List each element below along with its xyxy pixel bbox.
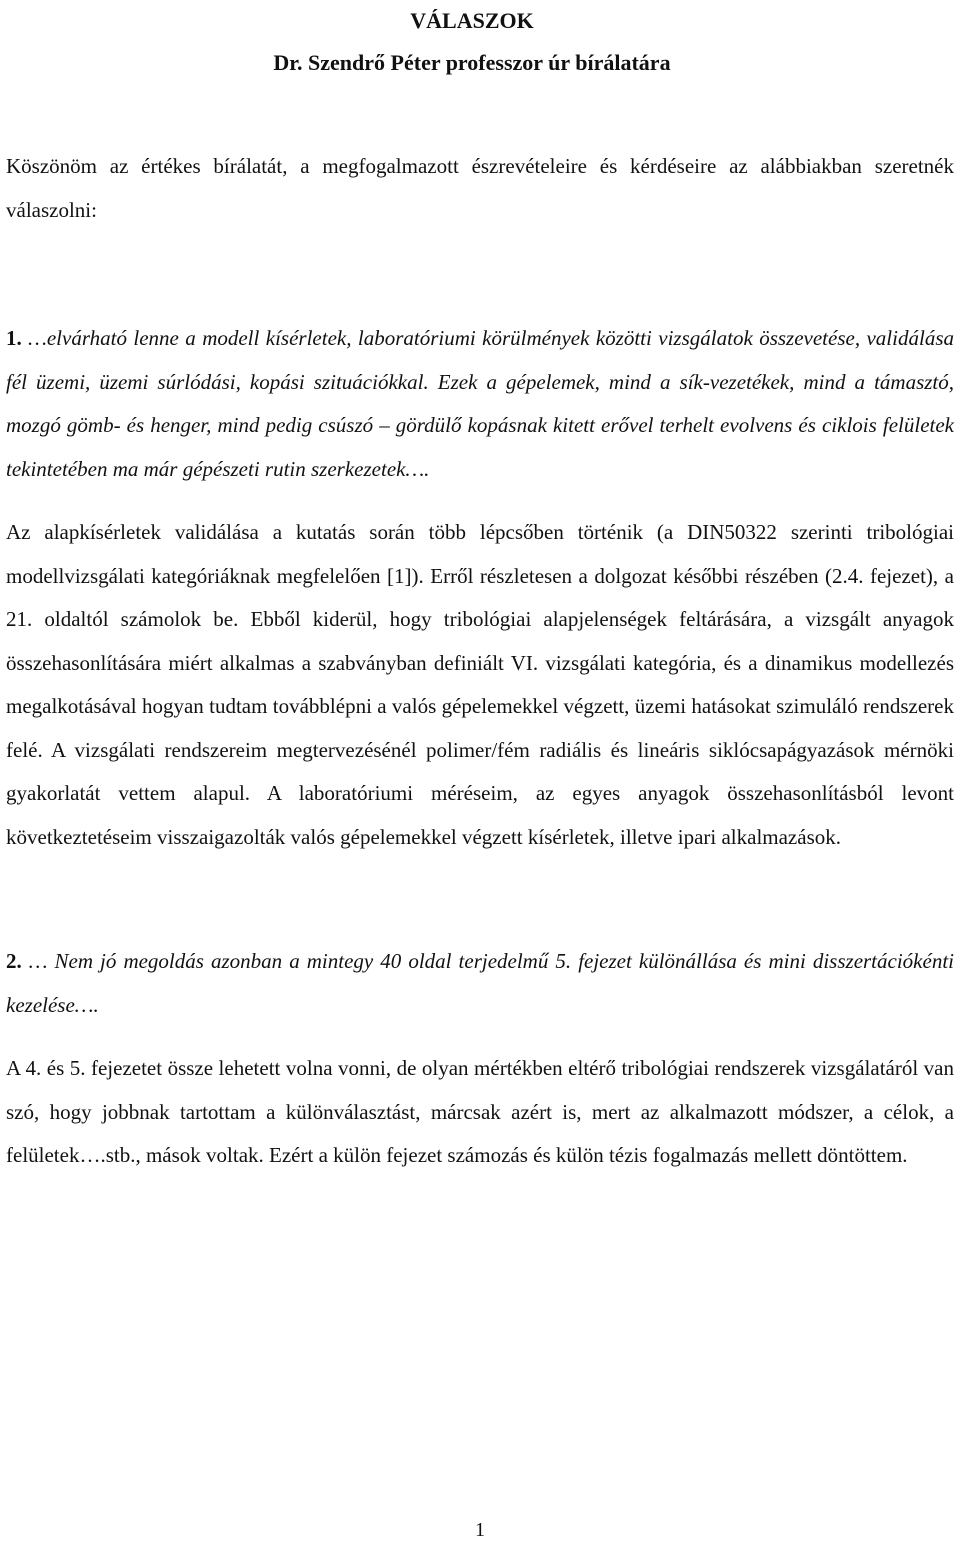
answer-1: Az alapkísérletek validálása a kutatás során több lépcsőben történik (a DIN50322 szerinti tribológiai modellvizsgálati kategóriáknak megfelelően [1]). Erről részletesen a dolgozat későbbi részében (2.4. fejezet), a 21. oldaltól számolok be. Ebből kiderül, hogy tribológiai alapjelenségek feltárására, a vizsgált anyagok összehasonlítására miért alkalmas a szabványban definiált VI. vizsgálati kategória, és a dinamikus modellezés megalkotásával hogyan tudtam továbblépni a valós gépelemekkel végzett, üzemi hatásokat szimuláló rendszerek felé. A vizsgálati rendszereim megtervezésénél polimer/fém radiális és lineáris siklócsapágyazások mérnöki gyakorlatát vettem alapul. A laboratóriumi méréseim, az egyes anyagok összehasonlításból levont következtetéseim visszaigazolták valós gépelemekkel végzett kísérletek, illetve ipari alkalmazások. (6, 520, 954, 849)
header (0, 0, 954, 84)
question-1 (6, 317, 954, 491)
document-page (6, 0, 954, 1178)
answer-2: A 4. és 5. fejezetet össze lehetett volna vonni, de olyan mértékben eltérő tribológiai rendszerek vizsgálatáról van szó, hogy jobbnak tartottam a különválasztást, márcsak azért is, mert az alkalmazott módszer, a célok, a felületek….stb., mások voltak. Ezért a külön fejezet számozás és külön tézis fogalmazás mellett döntöttem. (6, 1056, 954, 1167)
question-2-text: … Nem jó megoldás azonban a mintegy 40 oldal terjedelmű 5. fejezet különállása és mini disszertációkénti kezelése…. (6, 949, 954, 1017)
page-subtitle: Dr. Szendrő Péter professzor úr bírálatára (273, 50, 671, 75)
question-2 (6, 940, 954, 1027)
intro-paragraph: Köszönöm az értékes bírálatát, a megfogalmazott észrevételeire és kérdéseire az alábbiakban szeretnék válaszolni: (6, 154, 954, 222)
page-title: VÁLASZOK (410, 8, 534, 33)
question-1-number: 1. (6, 326, 22, 350)
question-1-text: …elvárható lenne a modell kísérletek, laboratóriumi körülmények közötti vizsgálatok összevetése, validálása fél üzemi, üzemi súrlódási, kopási szituációkkal. Ezek a gépelemek, mind a sík-vezetékek, mind a támasztó, mozgó gömb- és henger, mind pedig csúszó – gördülő kopásnak kitett erővel terhelt evolvens és ciklois felületek tekintetében ma már gépészeti rutin szerkezetek…. (6, 326, 954, 481)
question-2-number: 2. (6, 949, 22, 973)
page-number: 1 (475, 1519, 485, 1541)
